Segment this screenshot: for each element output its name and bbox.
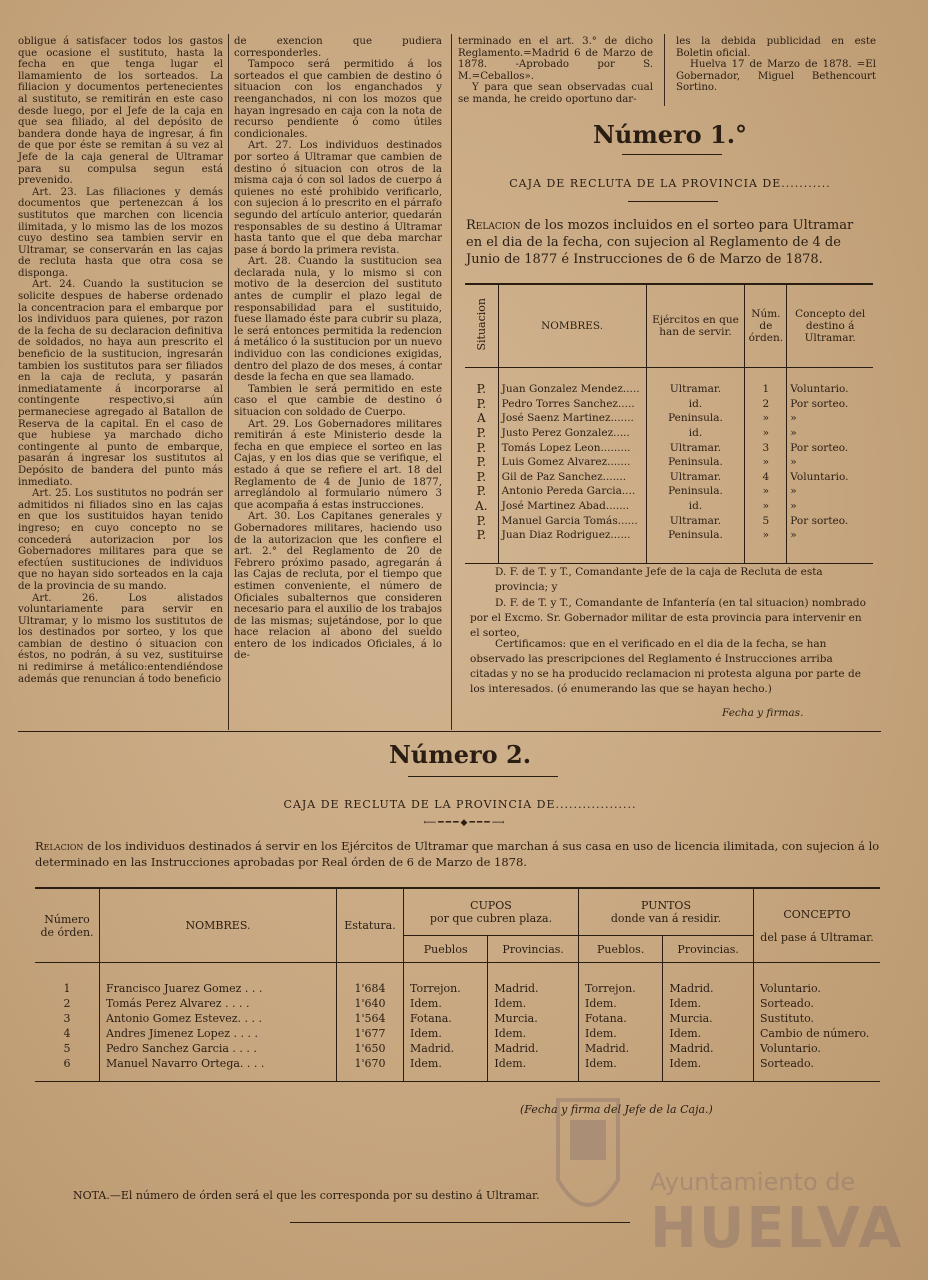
cupo-pueblo-cell: Idem. [404, 1026, 488, 1041]
table-row [35, 1041, 880, 1056]
num-cell: 4 [745, 470, 787, 485]
relacion-lead: Relacion [35, 839, 84, 853]
num-cell: » [745, 411, 787, 426]
num-cell: 3 [745, 440, 787, 455]
header-ejercitos: Ejércitos en que han de servir. [646, 284, 745, 368]
ejercito-cell: id. [646, 397, 745, 412]
estatura-cell: 1'670 [337, 1056, 404, 1082]
concepto-sub: del pase á Ultramar. [760, 930, 874, 944]
ejercito-cell: Peninsula. [646, 455, 745, 470]
cupo-provincia-cell: Idem. [488, 1056, 579, 1082]
nombre-cell: Tomás Perez Alvarez . . . . [100, 996, 337, 1011]
watermark-line2: HUELVA [650, 1196, 904, 1261]
header-nombres: NOMBRES. [498, 284, 646, 368]
paragraph: Art. 28. Cuando la sustitucion sea declarada nula, y lo mismo si con motivo de la desercion del sustituto antes de cumplir el plazo legal de responsabilidad para el sustituido, fuese llamado éste para cubrir su plaza, le será entonces permitida la redencion á metálico ó la sustitucion por un nuevo individuo con las condiciones exigidas, dentro del plazo de dos meses, á contar desde la fecha en que sea llamado. [234, 256, 442, 384]
numero-cell: 6 [63, 1057, 71, 1070]
concepto-cell: » [787, 499, 873, 514]
relacion-text: de los individuos destinados á servir en los Ejércitos de Ultramar que marchan á sus casa en uso de licencia ilimitada, con sujecion á lo determinado en las Instrucciones aprobadas por Real órden de 6 de Marzo de 1878. [35, 839, 880, 869]
numero-cell: 2 [63, 997, 71, 1010]
punto-pueblo-cell: Madrid. [578, 1041, 662, 1056]
ejercito-cell: id. [646, 499, 745, 514]
concepto-cell: Voluntario. [754, 1041, 881, 1056]
watermark-shield [548, 1090, 628, 1244]
table-row [465, 513, 873, 528]
title-rule [408, 776, 558, 777]
ejercito-cell: Ultramar. [646, 470, 745, 485]
paragraph: Tampoco será permitido á los sorteados el que cambien de destino ó situacion con los enganchados y reenganchados, ni con los mozos que hayan ingresado en caja con la nota de recurso pendiente ó como útiles condicionales. [234, 59, 442, 140]
num-cell: » [745, 455, 787, 470]
paragraph: terminado en el art. 3.° de dicho Reglamento.=Madrid 6 de Marzo de 1878. -Aprobado por S. M.=Ceballos». [458, 36, 653, 82]
header-nombres: NOMBRES. [100, 888, 337, 963]
num-cell: » [745, 426, 787, 441]
cupos-sub: por que cubren plaza. [429, 912, 553, 925]
concepto-cell: Por sorteo. [787, 440, 873, 455]
table-row [35, 1056, 880, 1082]
table-row [465, 484, 873, 499]
situacion-cell: A [476, 411, 486, 426]
estatura-cell: 1'677 [337, 1026, 404, 1041]
cupo-pueblo-cell: Madrid. [404, 1041, 488, 1056]
estatura-cell: 1'564 [337, 1011, 404, 1026]
header-numero: Número de órden. [40, 912, 94, 939]
numero-cell: 1 [63, 982, 71, 995]
num-cell: » [745, 499, 787, 514]
concepto-cell: » [787, 484, 873, 499]
nombre-cell: Pedro Sanchez Garcia . . . . [100, 1041, 337, 1056]
nombre-cell: Antonio Pereda Garcia.... [498, 484, 646, 499]
cupo-provincia-cell: Idem. [488, 1026, 579, 1041]
num-cell: 5 [745, 513, 787, 528]
paragraph: Art. 23. Las filiaciones y demás documentos que pertenezcan á los sustitutos que marchen con licencia ilimitada, y lo mismo las de los mozos cuyo destino sea tambien servir en Ultramar, se conservarán en las cajas de recluta hasta que otra cosa se disponga. [18, 186, 223, 279]
header-situacion: Situacion [474, 298, 488, 351]
title-rule [622, 154, 722, 155]
ejercito-cell: id. [646, 426, 745, 441]
header-cupos [404, 888, 579, 936]
cupo-pueblo-cell: Idem. [404, 996, 488, 1011]
form1-df2: D. F. de T. y T., Comandante de Infantería (en tal situacion) nombrado por el Excmo. Sr. Gobernador militar de esta provincia para intervenir en el sorteo, [470, 597, 866, 639]
ejercito-cell: Peninsula. [646, 411, 745, 426]
form2-title: Número 2. [388, 740, 532, 769]
cupo-pueblo-cell: Idem. [404, 1056, 488, 1082]
num-cell: » [745, 484, 787, 499]
concepto-cell: Sorteado. [754, 996, 881, 1011]
header-concepto [754, 888, 881, 963]
situacion-cell: P. [476, 513, 487, 528]
column-divider [451, 34, 452, 730]
column-a [18, 36, 223, 685]
form2-firma: (Fecha y firma del Jefe de la Caja.) [520, 1103, 713, 1116]
form1-df1: D. F. de T. y T., Comandante Jefe de la caja de Recluta de esta provincia; y [495, 566, 823, 593]
nombre-cell: Juan Diaz Rodriguez...... [498, 528, 646, 563]
punto-provincia-cell: Murcia. [663, 1011, 754, 1026]
puntos-sub: donde van á residir. [610, 912, 722, 925]
situacion-cell: P. [476, 528, 487, 543]
header-cupos-pueblos: Pueblos [404, 936, 488, 963]
concepto-label: CONCEPTO [783, 907, 851, 921]
relacion-text: de los mozos incluidos en el sorteo para Ultramar en el dia de la fecha, con sujecion al Reglamento de 4 de Junio de 1877 é Instrucciones de 6 de Marzo de 1878. [466, 218, 854, 267]
paragraph: Y para que sean observadas cual se manda, he creido oportuno dar- [458, 82, 653, 105]
paragraph: les la debida publicidad en este Boletin oficial. [676, 36, 876, 59]
short-rule [628, 201, 718, 202]
punto-pueblo-cell: Idem. [578, 1056, 662, 1082]
column-divider [664, 34, 665, 106]
nombre-cell: Antonio Gomez Estevez. . . . [100, 1011, 337, 1026]
nombre-cell: Juan Gonzalez Mendez..... [498, 368, 646, 397]
concepto-cell: » [787, 528, 873, 563]
situacion-cell: P. [476, 382, 487, 397]
cupos-label: CUPOS [470, 899, 512, 912]
numero-cell: 3 [63, 1012, 71, 1025]
estatura-cell: 1'640 [337, 996, 404, 1011]
punto-provincia-cell: Idem. [663, 1056, 754, 1082]
nombre-cell: Manuel Garcia Tomás...... [498, 513, 646, 528]
punto-provincia-cell: Idem. [663, 1026, 754, 1041]
situacion-cell: P. [476, 484, 487, 499]
concepto-cell: Sorteado. [754, 1056, 881, 1082]
situacion-cell: A. [475, 499, 488, 514]
table-row [465, 397, 873, 412]
form2-relacion [35, 838, 880, 870]
nombre-cell: Tomás Lopez Leon......... [498, 440, 646, 455]
ornament-rule: ⟵━━━◆━━━⟶ [423, 818, 507, 828]
paragraph: Art. 29. Los Gobernadores militares remitirán á este Ministerio desde la fecha en que empiece el sorteo en las Cajas, y en los dias que se verifique, el estado á que se refiere el art. 18 del Reglamento de 4 de Junio de 1877, arreglándolo al formulario número 3 que acompaña á estas instrucciones. [234, 418, 442, 511]
form2-table [35, 887, 880, 1082]
table-row [465, 368, 873, 397]
concepto-cell: Por sorteo. [787, 513, 873, 528]
concepto-cell: Voluntario. [787, 368, 873, 397]
num-cell: » [745, 528, 787, 563]
table-row [35, 996, 880, 1011]
concepto-cell: » [787, 455, 873, 470]
situacion-cell: P. [476, 455, 487, 470]
column-b [234, 36, 442, 662]
column-c [458, 36, 653, 106]
column-d [676, 36, 876, 94]
header-puntos [578, 888, 753, 936]
estatura-cell: 1'650 [337, 1041, 404, 1056]
nombre-cell: Pedro Torres Sanchez..... [498, 397, 646, 412]
cupo-provincia-cell: Madrid. [488, 963, 579, 997]
concepto-cell: » [787, 426, 873, 441]
header-num: Núm. de órden. [745, 284, 787, 368]
table-row [35, 1011, 880, 1026]
numero-cell: 5 [63, 1042, 71, 1055]
punto-provincia-cell: Madrid. [663, 963, 754, 997]
table-row [465, 426, 873, 441]
table-row [465, 411, 873, 426]
estatura-cell: 1'684 [337, 963, 404, 997]
paragraph: Art. 30. Los Capitanes generales y Gobernadores militares, haciendo uso de la autorizacion que les confiere el art. 2.° del Reglamento de 20 de Febrero próximo pasado, agregarán á las Cajas de recluta, por el tiempo que estimen conveniente, el número de Oficiales subalternos que consideren necesario para el auxilio de los trabajos de las mismas; sujetándose, por lo que hace relacion al abono del sueldo entero de los indicados Oficiales, á lo de- [234, 511, 442, 662]
puntos-label: PUNTOS [640, 899, 691, 912]
situacion-cell: P. [476, 426, 487, 441]
table-row [465, 440, 873, 455]
header-estatura: Estatura. [337, 888, 404, 963]
concepto-cell: Cambio de número. [754, 1026, 881, 1041]
ejercito-cell: Peninsula. [646, 484, 745, 499]
form1-relacion [466, 217, 872, 268]
form1-fecha-firmas: Fecha y firmas. [722, 707, 804, 719]
paragraph: Art. 27. Los individuos destinados por sorteo á Ultramar que cambien de destino ó situacion con otros de la misma caja ó con sol lados de cuerpo á quienes no esté prohibido verificarlo, con sujecion á lo prescrito en el párrafo segundo del artículo anterior, quedarán responsables de su destino á Ultramar hasta tanto que el que deba marchar pase á bordo la primera revista. [234, 140, 442, 256]
table-row [465, 470, 873, 485]
table-row [35, 1026, 880, 1041]
nombre-cell: Justo Perez Gonzalez..... [498, 426, 646, 441]
situacion-cell: P. [476, 469, 487, 484]
paragraph: Art. 24. Cuando la sustitucion se solicite despues de haberse ordenado la concentracion para el embarque por los individuos para quienes, por razon de la fecha de su declaracion definitiva de soldados, no haya aun prescrito el beneficio de la sustitucion, ingresarán tambien los sustitutos para ser filiados en la caja de recluta, y pasarán inmediatamente á incorporarse al contingente respectivo,si aún permaneciese agregado al Batallon de Reserva de la capital. En el caso de que hubiese ya marchado dicho contingente al punto de embarque, pasarán á ingresar los sustitutos al Depósito de bandera del punto más inmediato. [18, 279, 223, 488]
paragraph: Art. 25. Los sustitutos no podrán ser admitidos ni filiados sino en las cajas en que los sustituidos hayan tenido ingreso; en cuyo concepto no se concederá autorizacion por los Gobernadores militares para que se efectúen sustituciones de individuos que no hayan sido sorteados en la caja de la provincia de su mando. [18, 488, 223, 592]
numero-cell: 4 [63, 1027, 71, 1040]
header-concepto: Concepto del destino á Ultramar. [787, 284, 873, 368]
paragraph: Tambien le será permitido en este caso el que cambie de destino ó situacion con soldado de Cuerpo. [234, 383, 442, 418]
punto-pueblo-cell: Torrejon. [578, 963, 662, 997]
cupo-pueblo-cell: Torrejon. [404, 963, 488, 997]
concepto-cell: Voluntario. [787, 470, 873, 485]
nombre-cell: Francisco Juarez Gomez . . . [100, 963, 337, 997]
form2-caja-heading: CAJA DE RECLUTA DE LA PROVINCIA DE.................. [283, 798, 637, 811]
concepto-cell: Sustituto. [754, 1011, 881, 1026]
nombre-cell: José Martinez Abad....... [498, 499, 646, 514]
situacion-cell: P. [476, 396, 487, 411]
form1-table [465, 283, 873, 564]
punto-pueblo-cell: Idem. [578, 1026, 662, 1041]
paragraph: obligue á satisfacer todos los gastos que ocasione el sustituto, hasta la fecha en que tenga lugar el llamamiento de los sorteados. La filiacion y documentos pertenecientes al sustituto, se remitirán en este caso desde luego, por el Jefe de la caja en que sea filiado, al del depósito de bandera donde haya de ingresar, á fin de que por éste se remitan á su vez al Jefe de la caja general de Ultramar para su compulsa segun está prevenido. [18, 36, 223, 187]
punto-provincia-cell: Madrid. [663, 1041, 754, 1056]
cupo-provincia-cell: Idem. [488, 996, 579, 1011]
nombre-cell: Gil de Paz Sanchez....... [498, 470, 646, 485]
section-rule [18, 731, 881, 732]
header-cupos-provincias: Provincias. [488, 936, 579, 963]
num-cell: 1 [745, 368, 787, 397]
situacion-cell: P. [476, 440, 487, 455]
punto-pueblo-cell: Fotana. [578, 1011, 662, 1026]
nombre-cell: Luis Gomez Alvarez....... [498, 455, 646, 470]
ejercito-cell: Ultramar. [646, 368, 745, 397]
paragraph: Huelva 17 de Marzo de 1878. =El Gobernador, Miguel Bethencourt Sortino. [676, 59, 876, 94]
cupo-provincia-cell: Murcia. [488, 1011, 579, 1026]
ejercito-cell: Ultramar. [646, 440, 745, 455]
table-row [35, 963, 880, 997]
crest-icon [548, 1090, 628, 1240]
punto-provincia-cell: Idem. [663, 996, 754, 1011]
table-row [465, 528, 873, 563]
cupo-provincia-cell: Madrid. [488, 1041, 579, 1056]
watermark-line1: Ayuntamiento de [650, 1168, 856, 1196]
header-puntos-provincias: Provincias. [663, 936, 754, 963]
punto-pueblo-cell: Idem. [578, 996, 662, 1011]
table-row [465, 499, 873, 514]
column-divider [228, 34, 229, 730]
form1-caja-heading: CAJA DE RECLUTA DE LA PROVINCIA DE........... [509, 177, 831, 190]
table-row [465, 455, 873, 470]
concepto-cell: Voluntario. [754, 963, 881, 997]
paragraph: de exencion que pudiera corresponderles. [234, 36, 442, 59]
num-cell: 2 [745, 397, 787, 412]
form1-certificamos: Certificamos: que en el verificado en el dia de la fecha, se han observado las prescripciones del Reglamento é Instrucciones arriba citadas y no se ha producido reclamacion ni protesta alguna por parte de los interesados. (ó enumerando las que se hayan hecho.) [470, 638, 861, 695]
cupo-pueblo-cell: Fotana. [404, 1011, 488, 1026]
nombre-cell: José Saenz Martinez....... [498, 411, 646, 426]
form1-title: Número 1.° [592, 120, 748, 149]
header-puntos-pueblos: Pueblos. [578, 936, 662, 963]
concepto-cell: Por sorteo. [787, 397, 873, 412]
relacion-lead: Relacion [466, 218, 521, 233]
nombre-cell: Andres Jimenez Lopez . . . . [100, 1026, 337, 1041]
paragraph: Art. 26. Los alistados voluntariamente para servir en Ultramar, y lo mismo los sustitutos de los destinados por sorteo, y los que cambian de destino ó situacion con éstos, no podrán, á su vez, sustituirse ni redimirse á metálico:entendiéndose además que renuncian á todo beneficio [18, 592, 223, 685]
nombre-cell: Manuel Navarro Ortega. . . . [100, 1056, 337, 1082]
nota: NOTA.—El número de órden será el que les corresponda por su destino á Ultramar. [73, 1189, 540, 1202]
ejercito-cell: Peninsula. [646, 528, 745, 563]
ejercito-cell: Ultramar. [646, 513, 745, 528]
concepto-cell: » [787, 411, 873, 426]
